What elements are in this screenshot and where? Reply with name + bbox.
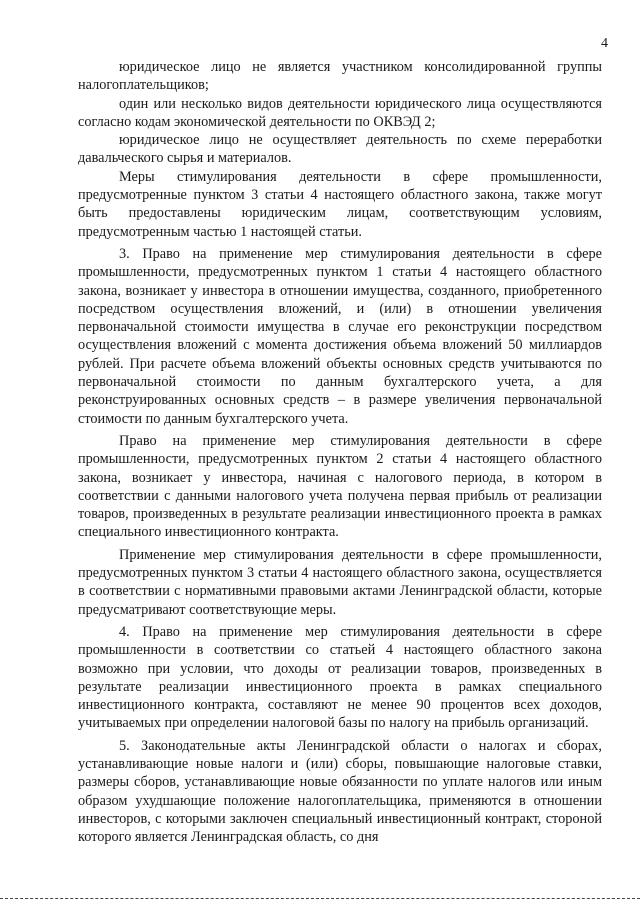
paragraph: один или несколько видов деятельности юридического лица осуществляются согласно кодам экономической деятельности по ОКВЭД 2; bbox=[78, 95, 602, 130]
scan-edge-divider bbox=[0, 898, 640, 899]
paragraph: 3. Право на применение мер стимулирования деятельности в сфере промышленности, предусмотренных пунктом 1 статьи 4 настоящего областного закона, возникает у инвестора в отношении имущества, созданного, приобретенного посредством осуществления вложений, и (или) в отношении увеличения первоначальной стоимости имущества в случае его реконструкции посредством осуществления вложений с момента достижения объема вложений 50 миллиардов рублей. При расчете объема вложений объекты основных средств учитываются по первоначальной стоимости по данным бухгалтерского учета, а для реконструированных основных средств – в размере увеличения первоначальной стоимости по данным бухгалтерского учета. bbox=[78, 245, 602, 427]
document-body bbox=[78, 58, 602, 846]
paragraph: Применение мер стимулирования деятельности в сфере промышленности, предусмотренных пунктом 3 статьи 4 настоящего областного закона, осуществляется в соответствии с нормативными правовыми актами Ленинградской области, которые предусматривают соответствующие меры. bbox=[78, 546, 602, 618]
paragraph: 5. Законодательные акты Ленинградской области о налогах и сборах, устанавливающие новые налоги и (или) сборы, повышающие налоговые ставки, размеры сборов, устанавливающие новые обязанности по уплате налогов или иным образом ухудшающие положение налогоплательщика, применяются в отношении инвесторов, с которыми заключен специальный инвестиционный контракт, стороной которого является Ленинградская область, со дня bbox=[78, 737, 602, 846]
paragraph: Право на применение мер стимулирования деятельности в сфере промышленности, предусмотренных пунктом 2 статьи 4 настоящего областного закона, возникает у инвестора, начиная с налогового периода, в котором в соответствии с данными налогового учета получена первая прибыль от реализации товаров, произведенных в результате реализации инвестиционного проекта в рамках специального инвестиционного контракта. bbox=[78, 432, 602, 541]
paragraph: Меры стимулирования деятельности в сфере промышленности, предусмотренные пунктом 3 статьи 4 настоящего областного закона, также могут быть предоставлены юридическим лицам, соответствующим условиям, предусмотренным частью 1 настоящей статьи. bbox=[78, 168, 602, 240]
page-number: 4 bbox=[601, 36, 608, 51]
paragraph: юридическое лицо не осуществляет деятельность по схеме переработки давальческого сырья и материалов. bbox=[78, 132, 602, 167]
paragraph: юридическое лицо не является участником консолидированной группы налогоплательщиков; bbox=[78, 59, 602, 94]
paragraph: 4. Право на применение мер стимулирования деятельности в сфере промышленности в соответствии со статьей 4 настоящего областного закона возможно при условии, что доходы от реализации товаров, произведенных в результате реализации инвестиционного проекта в рамках специального инвестиционного контракта, составляют не менее 90 процентов всех доходов, учитываемых при определении налоговой базы по налогу на прибыль организаций. bbox=[78, 623, 602, 732]
